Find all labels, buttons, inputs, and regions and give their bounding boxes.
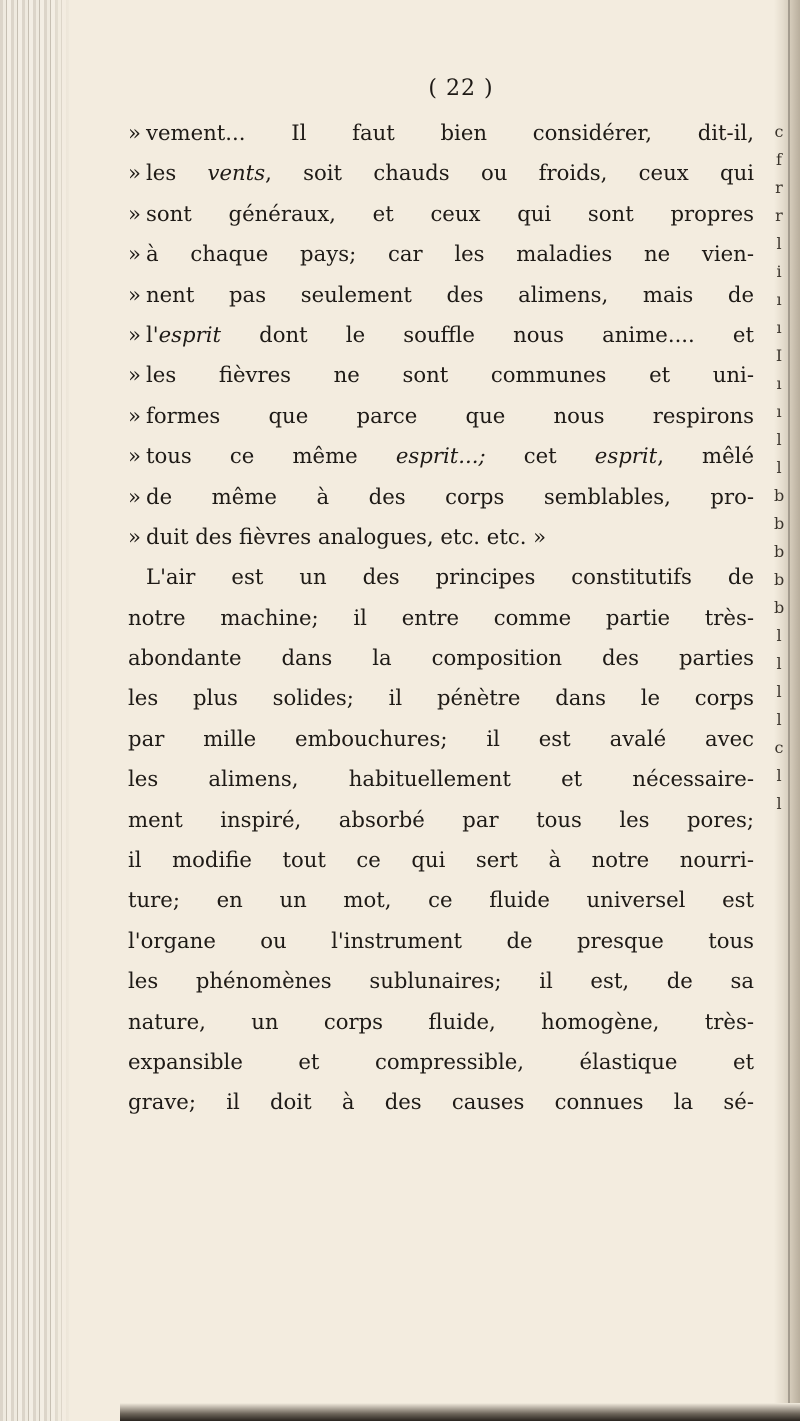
- bleed-char: c: [774, 122, 784, 141]
- body-text: [128, 113, 754, 1123]
- text-line: [128, 557, 754, 597]
- bleed-char: l: [776, 626, 782, 645]
- text-line: [128, 194, 754, 234]
- bleed-char: l: [776, 234, 782, 253]
- quote-mark: »: [128, 523, 141, 549]
- line-text: , soit chauds ou froids, ceux qui: [265, 160, 754, 186]
- text-line: [128, 1082, 754, 1122]
- line-text: l'organe ou l'instrument de presque tous: [128, 927, 754, 953]
- line-text: l': [146, 321, 159, 347]
- line-text: les alimens, habituellement et nécessaire-: [128, 766, 754, 792]
- quote-mark: »: [128, 483, 141, 509]
- italic-text: esprit: [158, 321, 222, 347]
- line-text: formes que parce que nous respirons: [146, 402, 754, 428]
- bleed-char: I: [775, 346, 783, 365]
- text-line: [128, 678, 754, 718]
- bleed-char: l: [776, 682, 782, 701]
- right-edge-line: [788, 0, 790, 1421]
- text-line: [128, 436, 754, 476]
- bleed-char: l: [776, 710, 782, 729]
- line-text: , mêlé: [657, 443, 754, 469]
- bleed-char: b: [774, 514, 785, 533]
- line-text: de même à des corps semblables, pro-: [146, 483, 754, 509]
- line-text: abondante dans la composition des parties: [128, 645, 754, 671]
- line-text: ment inspiré, absorbé par tous les pores;: [128, 806, 754, 832]
- line-text: par mille embouchures; il est avalé avec: [128, 725, 754, 751]
- bleed-char: r: [775, 206, 783, 225]
- quote-mark: »: [128, 120, 141, 145]
- line-text: cet: [485, 443, 595, 469]
- bleed-char: l: [776, 458, 782, 477]
- line-text: expansible et compressible, élastique et: [128, 1048, 754, 1074]
- bleed-char: ı: [776, 374, 782, 393]
- line-text: nent pas seulement des alimens, mais de: [146, 281, 754, 307]
- text-line: [128, 517, 754, 557]
- text-line: [128, 759, 754, 799]
- bleed-char: r: [775, 178, 783, 197]
- text-line: [128, 880, 754, 920]
- line-text: il modifie tout ce qui sert à notre nourri-: [128, 847, 754, 873]
- line-text: les phénomènes sublunaires; il est, de sa: [128, 968, 754, 994]
- text-line: [128, 396, 754, 436]
- quote-mark: »: [128, 362, 141, 388]
- line-text: dont le souffle nous anime.... et: [221, 321, 754, 347]
- text-line: [128, 477, 754, 517]
- line-text: les plus solides; il pénètre dans le corps: [128, 685, 754, 711]
- line-text: les fièvres ne sont communes et uni-: [146, 362, 754, 388]
- line-text: ture; en un mot, ce fluide universel est: [128, 887, 754, 913]
- quote-mark: »: [128, 321, 141, 347]
- quote-mark: »: [128, 160, 141, 186]
- text-line: [128, 800, 754, 840]
- italic-text: esprit: [594, 443, 658, 469]
- bleed-char: l: [776, 654, 782, 673]
- text-line: [128, 598, 754, 638]
- bleed-char: b: [774, 598, 785, 617]
- text-line: [128, 315, 754, 355]
- line-text: notre machine; il entre comme partie très-: [128, 604, 754, 630]
- bleed-char: c: [774, 738, 784, 757]
- quote-mark: »: [128, 402, 141, 428]
- quote-mark: »: [128, 200, 141, 226]
- page-text-block: [128, 76, 754, 1123]
- line-text: sont généraux, et ceux qui sont propres: [146, 200, 754, 226]
- bleed-char: b: [774, 486, 785, 505]
- bleed-char: ı: [776, 318, 782, 337]
- text-line: [128, 1042, 754, 1082]
- italic-text: esprit...;: [395, 443, 486, 469]
- bleed-char: f: [776, 150, 782, 169]
- text-line: [128, 719, 754, 759]
- text-line: [128, 961, 754, 1001]
- text-line: [128, 275, 754, 315]
- text-line: [128, 355, 754, 395]
- line-text: les: [146, 160, 208, 186]
- quote-mark: »: [128, 443, 141, 469]
- text-line: [128, 638, 754, 678]
- line-text: à chaque pays; car les maladies ne vien-: [146, 241, 754, 267]
- quote-mark: »: [128, 281, 141, 307]
- bleed-char: l: [776, 794, 782, 813]
- bleed-char: b: [774, 542, 785, 561]
- line-text: L'air est un des principes constitutifs de: [146, 564, 754, 590]
- line-text: vement... Il faut bien considérer, dit-il,: [146, 120, 754, 145]
- line-text: nature, un corps fluide, homogène, très-: [128, 1008, 754, 1034]
- line-text: tous ce même: [146, 443, 396, 469]
- text-line: [128, 113, 754, 153]
- line-text: grave; il doit à des causes connues la sé-: [128, 1089, 754, 1115]
- italic-text: vents: [207, 160, 266, 186]
- line-text: duit des fièvres analogues, etc. etc. »: [146, 523, 547, 549]
- bottom-shadow: [120, 1403, 800, 1421]
- bleed-char: i: [776, 262, 782, 281]
- facing-page-bleed-characters: [774, 118, 784, 818]
- bleed-char: l: [776, 766, 782, 785]
- bleed-char: ı: [776, 402, 782, 421]
- text-line: [128, 840, 754, 880]
- text-line: [128, 1002, 754, 1042]
- text-line: [128, 921, 754, 961]
- text-line: [128, 153, 754, 193]
- bleed-char: b: [774, 570, 785, 589]
- quote-mark: »: [128, 241, 141, 267]
- text-line: [128, 234, 754, 274]
- page-number: ( 22 ): [428, 76, 494, 101]
- bleed-char: l: [776, 430, 782, 449]
- left-binding-gutter: [0, 0, 72, 1421]
- bleed-char: ı: [776, 290, 782, 309]
